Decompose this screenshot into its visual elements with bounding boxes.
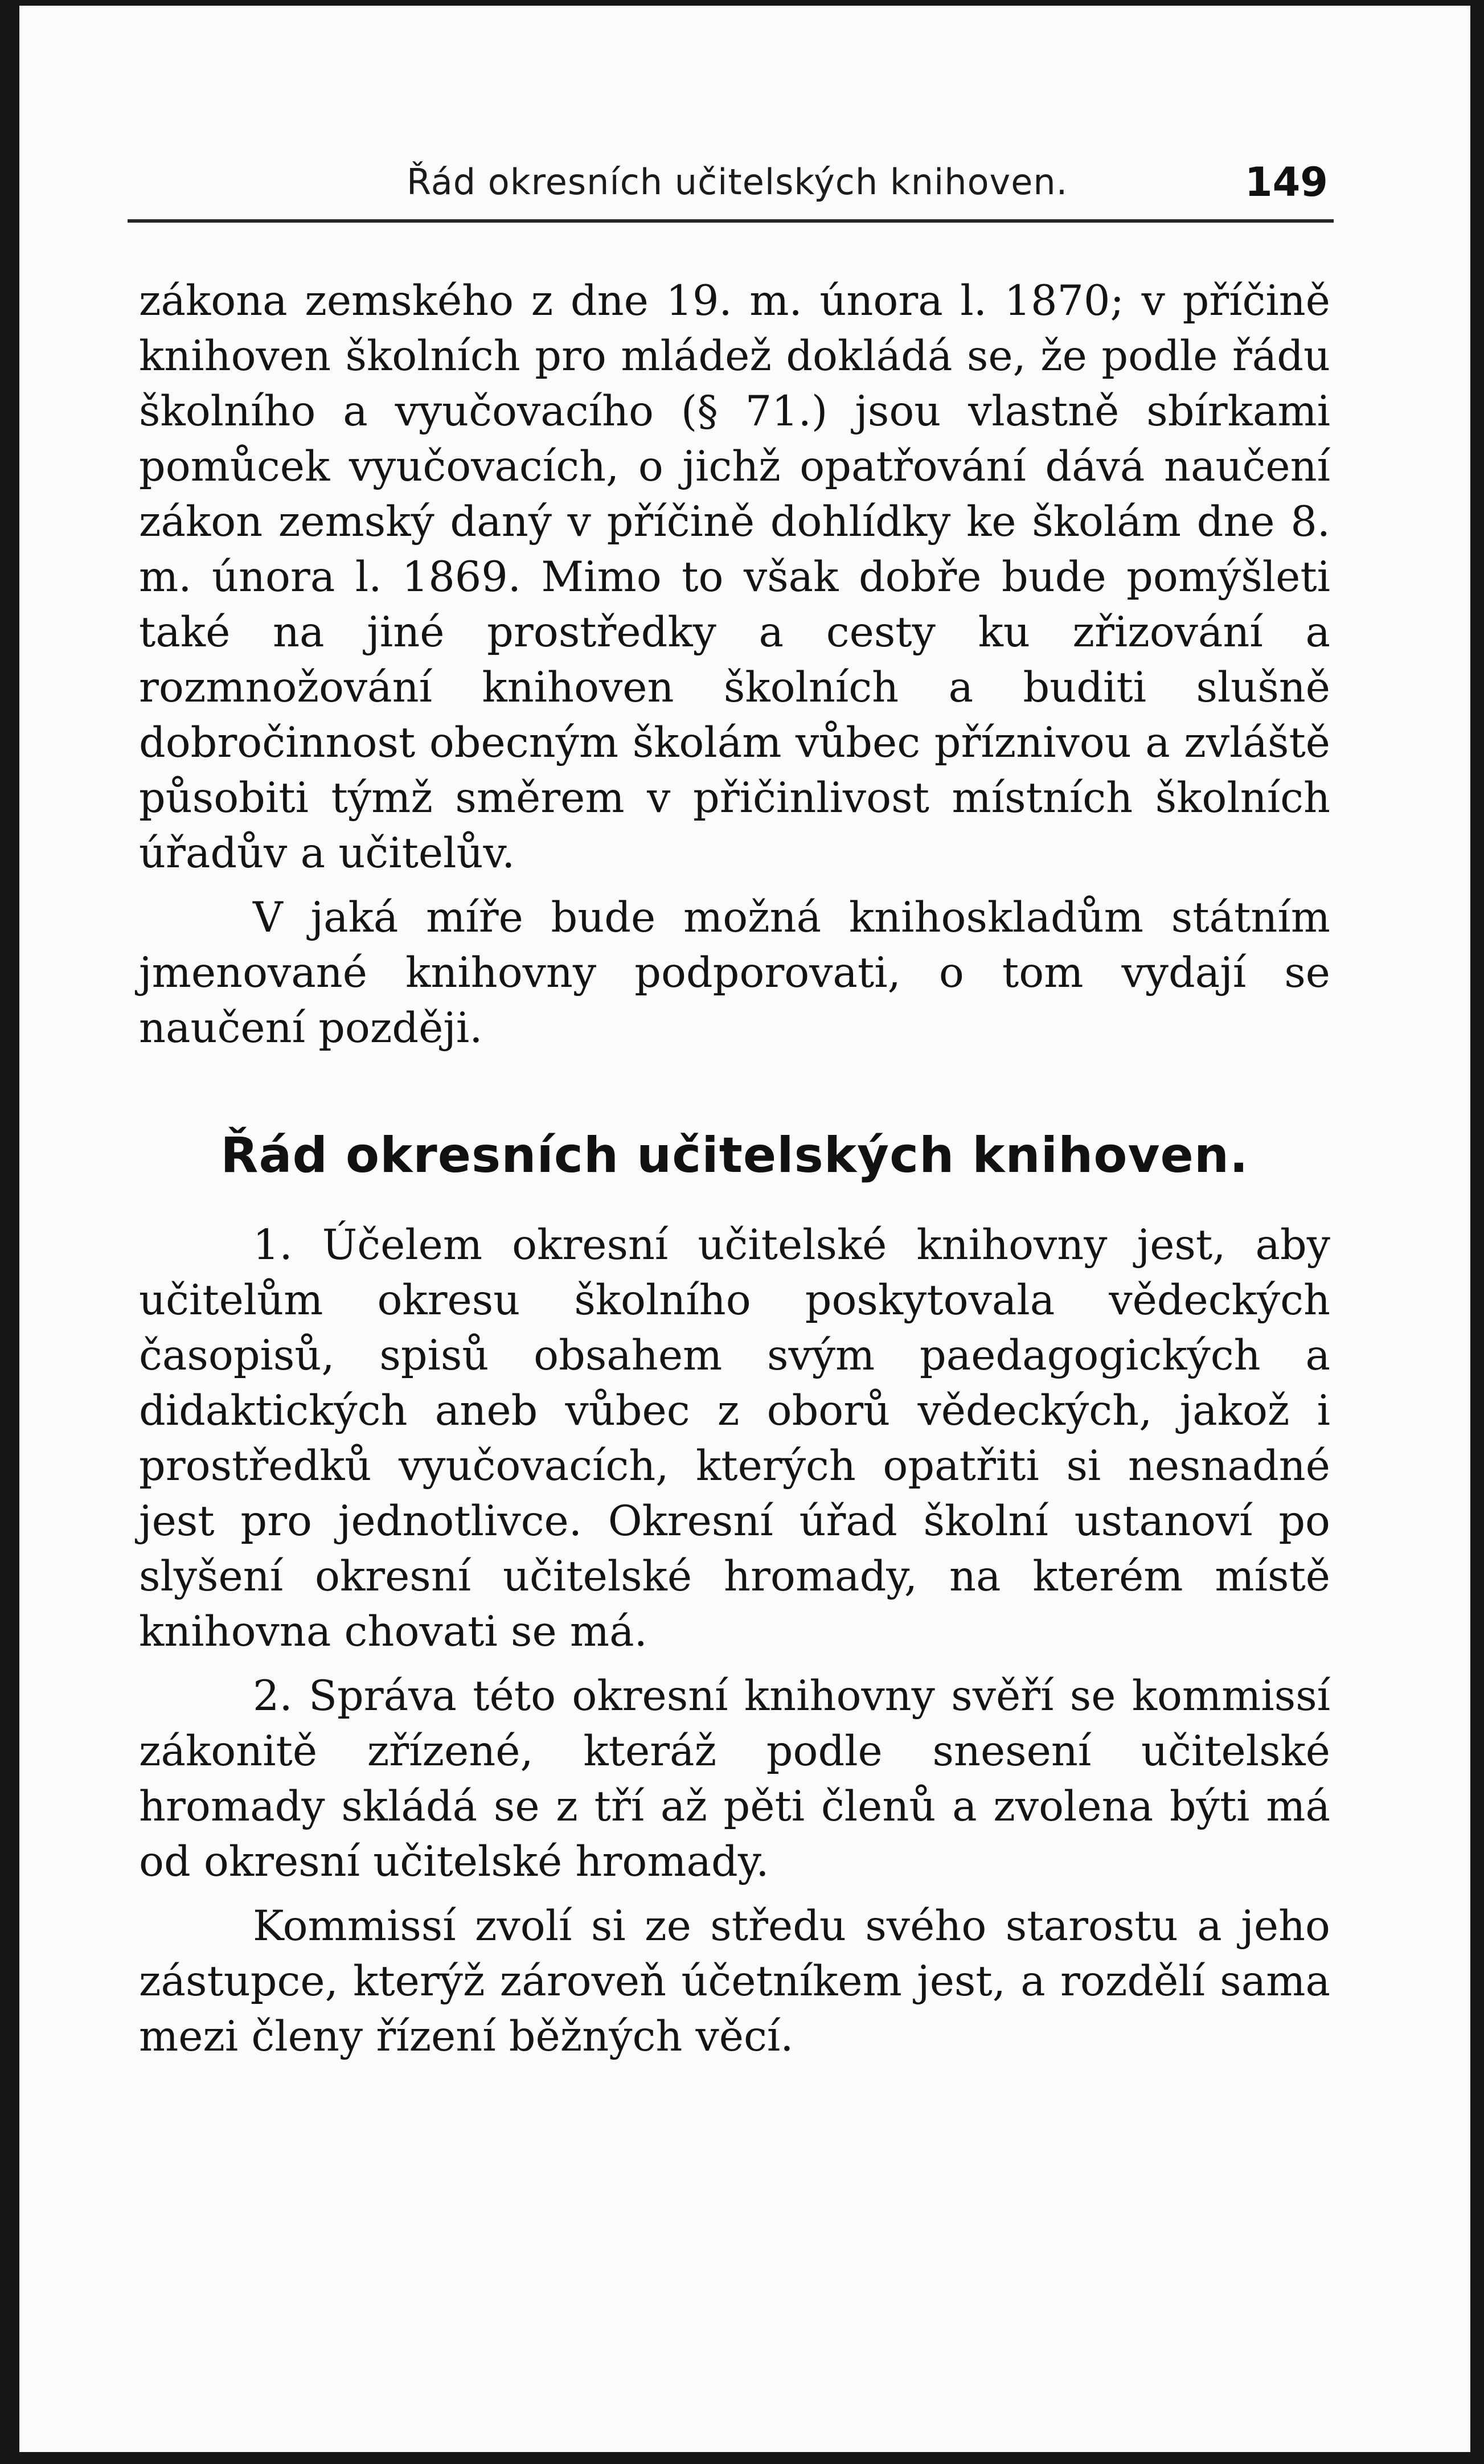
page-header bbox=[128, 151, 1335, 219]
paragraph: V jaká míře bude možná knihoskladům státním jmenované knihovny podporovati, o tom vydají se naučení později. bbox=[139, 893, 1330, 1052]
running-title: Řád okresních učitelských knihoven. bbox=[407, 161, 1068, 203]
section-heading: Řád okresních učitelských knihoven. bbox=[220, 1127, 1249, 1184]
paragraph-continuation: zákona zemského z dne 19. m. února l. 1870; v příčině knihoven školních pro mládež dokládá se, že podle řádu školního a vyučovacího (§ 71.) jsou vlastně sbírkami pomůcek vyučovacích, o jichž opatřování dává naučení zákon zemský daný v příčině dohlídky ke školám dne 8. m. února l. 1869. Mimo to však dobře bude pomýšleti také na jiné prostředky a cesty ku zřizování a rozmnožování knihoven školních a buditi slušně dobročinnost obecným školám vůbec příznivou a zvláště působiti týmž směrem v přičinlivost místních školních úřadův a učitelův. bbox=[139, 277, 1330, 878]
paragraph: Kommissí zvolí si ze středu svého starostu a jeho zástupce, kterýž zároveň účetníkem jest, a rozdělí sama mezi členy řízení běžných věcí. bbox=[139, 1902, 1330, 2061]
paragraph-item-1: 1. Účelem okresní učitelské knihovny jest, aby učitelům okresu školního poskytovala vědeckých časopisů, spisů obsahem svým paedagogických a didaktických aneb vůbec z oborů vědeckých, jakož i prostředků vyučovacích, kterých opatřiti si nesnadné jest pro jednotlivce. Okresní úřad školní ustanoví po slyšení okresní učitelské hromady, na kterém místě knihovna chovati se má. bbox=[139, 1221, 1330, 1656]
book-page bbox=[19, 6, 1470, 2452]
paragraph-item-2: 2. Správa této okresní knihovny svěří se kommissí zákonitě zřízené, kteráž podle snesení učitelské hromady skládá se z tří až pěti členů a zvolena býti má od okresní učitelské hromady. bbox=[139, 1672, 1330, 1886]
page-body bbox=[139, 273, 1330, 2064]
page-number: 149 bbox=[1244, 159, 1328, 206]
header-rule bbox=[128, 219, 1334, 223]
